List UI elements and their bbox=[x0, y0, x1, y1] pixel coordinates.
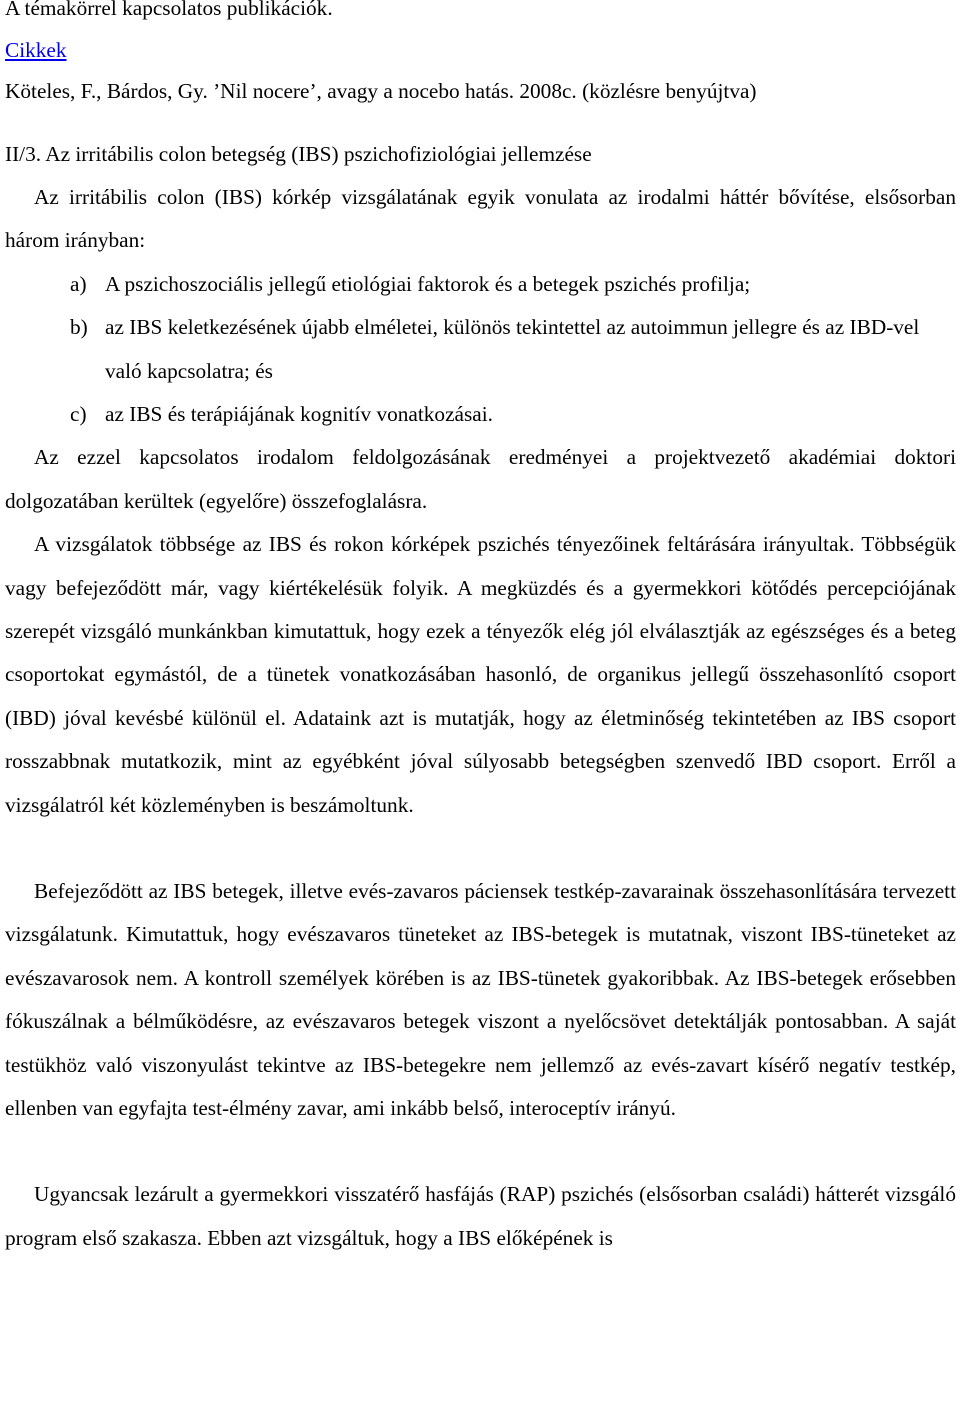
spacer bbox=[5, 827, 956, 870]
list-item-text: az IBS keletkezésének újabb elméletei, különös tekintettel az autoimmun jellegre és az IBD-vel való kapcsolatra; és bbox=[105, 315, 920, 383]
section-intro: Az irritábilis colon (IBS) kórkép vizsgálatának egyik vonulata az irodalmi háttér bővítése, elsősorban három irányban: bbox=[5, 184, 956, 253]
list-item bbox=[5, 263, 956, 306]
list-item bbox=[5, 393, 956, 436]
articles-link-text[interactable]: Cikkek bbox=[5, 37, 67, 62]
list-marker: b) bbox=[70, 315, 88, 340]
spacer bbox=[5, 113, 956, 133]
list-item bbox=[5, 306, 956, 393]
topic-line: A témakörrel kapcsolatos publikációk. bbox=[5, 0, 333, 20]
topic-list bbox=[5, 263, 956, 437]
list-marker: a) bbox=[70, 271, 87, 296]
articles-link[interactable] bbox=[5, 30, 956, 72]
paragraph: Ugyancsak lezárult a gyermekkori visszatérő hasfájás (RAP) pszichés (elsősorban családi) hátterét vizsgáló program első szakasza. Ebben azt vizsgáltuk, hogy a IBS előképének is bbox=[5, 1182, 956, 1250]
list-item-text: az IBS és terápiájának kognitív vonatkozásai. bbox=[105, 401, 493, 426]
list-item-text: A pszichoszociális jellegű etiológiai faktorok és a betegek pszichés profilja; bbox=[105, 271, 751, 296]
spacer bbox=[5, 1130, 956, 1173]
citation: Köteles, F., Bárdos, Gy. ’Nil nocere’, avagy a nocebo hatás. 2008c. (közlésre benyújtva) bbox=[5, 79, 757, 103]
paragraph: Befejeződött az IBS betegek, illetve evés-zavaros páciensek testkép-zavarainak összehasonlítására tervezett vizsgálatunk. Kimutattuk, hogy evészavaros tüneteket az IBS-betegek is mutatnak, viszont IBS-tüneteket az evészavarosok nem. A kontroll személyek körében is az IBS-tünetek gyakoribbak. Az IBS-betegek erősebben fókuszálnak a bélműködésre, az evészavaros betegek viszont a nyelőcsövet detektálják pontosabban. A saját testükhöz való viszonyulást tekintve az IBS-betegekre nem jellemző az evés-zavart kísérő negatív testkép, ellenben van egyfajta test-élmény zavar, ami inkább belső, interoceptív irányú. bbox=[5, 879, 956, 1121]
list-marker: c) bbox=[70, 401, 87, 426]
paragraph: A vizsgálatok többsége az IBS és rokon kórképek pszichés tényezőinek feltárására irányultak. Többségük vagy befejeződött már, vagy kiértékelésük folyik. A megküzdés és a gyermekkori kötődés percepciójának szerepét vizsgáló munkánkban kimutattuk, hogy ezek a tényezők elég jól elválasztják az egészséges és a beteg csoportokat egymástól, de a tünetek vonatkozásában hasonló, de organikus jellegű összehasonlító csoport (IBD) jóval kevésbé különül el. Adataink azt is mutatják, hogy az életminőség tekintetében az IBS csoport rosszabbnak mutatkozik, mint az egyébként jóval súlyosabb betegségben szenvedő IBD csoport. Erről a vizsgálatról két közleményben is beszámoltunk. bbox=[5, 532, 956, 817]
section-heading: II/3. Az irritábilis colon betegség (IBS) pszichofiziológiai jellemzése bbox=[5, 141, 592, 166]
paragraph: Az ezzel kapcsolatos irodalom feldolgozásának eredményei a projektvezető akadémiai doktori dolgozatában kerültek (egyelőre) összefoglalásra. bbox=[5, 445, 956, 513]
